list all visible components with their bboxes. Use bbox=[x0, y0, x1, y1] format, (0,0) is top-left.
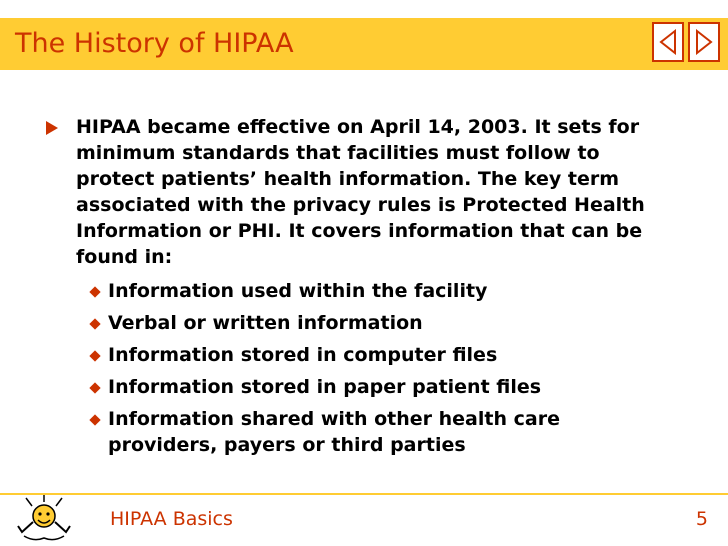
list-item bbox=[90, 342, 650, 368]
info-list bbox=[90, 278, 650, 464]
page-number: 5 bbox=[695, 508, 708, 530]
list-item-text: Information used within the facility bbox=[108, 280, 488, 302]
diamond-bullet-icon bbox=[89, 350, 100, 361]
list-item-text: Information shared with other health care providers, payers or third parties bbox=[108, 408, 560, 456]
slide-title: The History of HIPAA bbox=[15, 28, 294, 59]
diamond-bullet-icon bbox=[89, 318, 100, 329]
intro-paragraph: HIPAA became effective on April 14, 2003. It sets for minimum standards that facilities must follow to protect patients’ health information. The key term associated with the privacy rules is Protected Health Information or PHI. It covers information that can be found in: bbox=[76, 116, 645, 268]
footer-label: HIPAA Basics bbox=[110, 508, 233, 530]
footer-divider bbox=[0, 493, 728, 495]
list-item-text: Information stored in paper patient files bbox=[108, 376, 542, 398]
list-item-text: Verbal or written information bbox=[108, 312, 423, 334]
prev-slide-button[interactable] bbox=[652, 22, 684, 62]
triangle-left-icon bbox=[658, 29, 678, 55]
list-item-text: Information stored in computer files bbox=[108, 344, 498, 366]
diamond-bullet-icon bbox=[89, 414, 100, 425]
bullet-arrow-icon bbox=[46, 121, 58, 135]
next-slide-button[interactable] bbox=[688, 22, 720, 62]
list-item bbox=[90, 406, 650, 458]
list-item bbox=[90, 374, 650, 400]
slide-nav bbox=[652, 22, 720, 62]
list-item bbox=[90, 310, 650, 336]
list-item bbox=[90, 278, 650, 304]
diamond-bullet-icon bbox=[89, 382, 100, 393]
triangle-right-icon bbox=[694, 29, 714, 55]
diamond-bullet-icon bbox=[89, 286, 100, 297]
excited-person-clipart-icon bbox=[14, 492, 76, 544]
